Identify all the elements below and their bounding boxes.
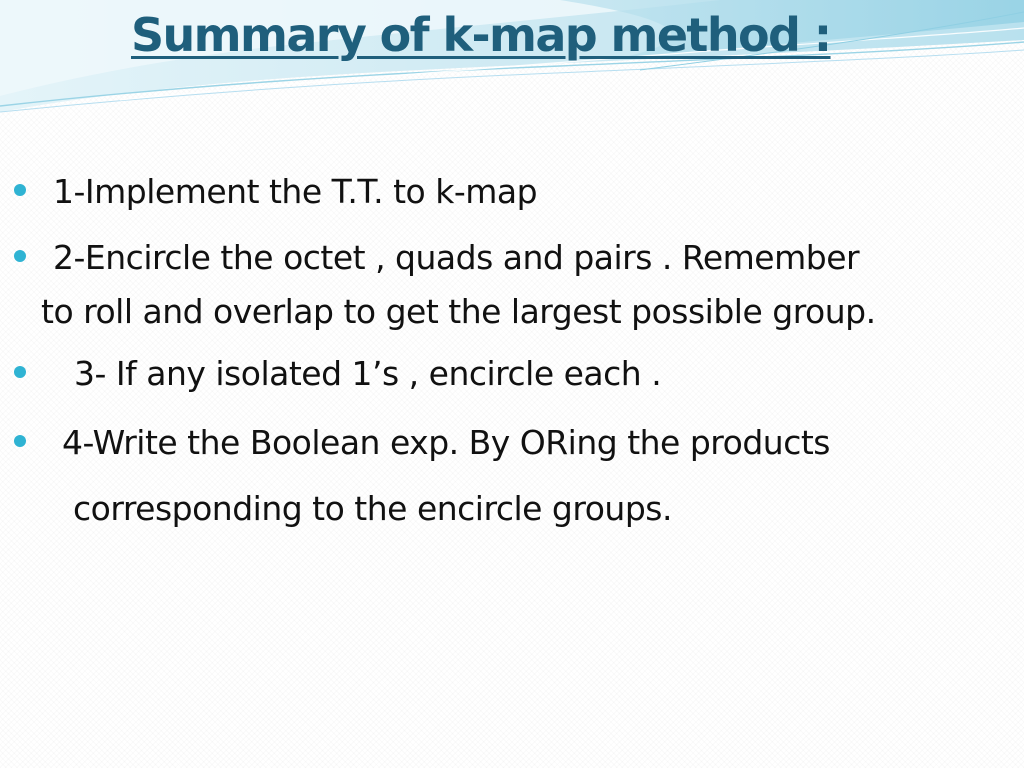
- bullet-icon: [14, 366, 26, 378]
- list-item-text: 4-Write the Boolean exp. By ORing the products: [62, 423, 830, 462]
- list-item-text: 1-Implement the T.T. to k-map: [53, 172, 538, 211]
- list-item-text: to roll and overlap to get the largest possible group.: [41, 292, 876, 331]
- bullet-icon: [14, 250, 26, 262]
- list-item-text: 3- If any isolated 1’s , encircle each .: [74, 354, 662, 393]
- list-item-text: 2-Encircle the octet , quads and pairs . Remember: [53, 238, 860, 277]
- slide-title: Summary of k-map method :: [131, 8, 831, 62]
- bullet-icon: [14, 435, 26, 447]
- bullet-icon: [14, 184, 26, 196]
- list-item-text: corresponding to the encircle groups.: [73, 489, 672, 528]
